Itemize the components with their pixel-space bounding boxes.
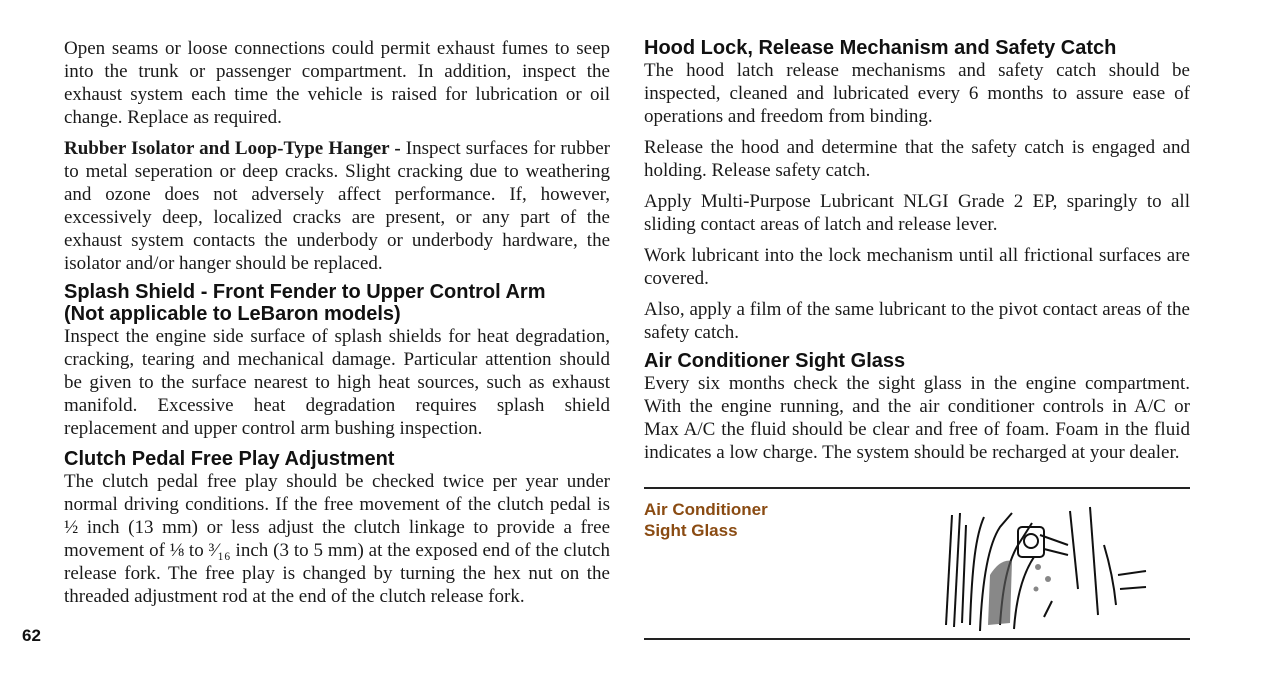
figure-caption	[644, 499, 844, 541]
splash-shield-heading	[64, 281, 610, 325]
page-number: 62	[22, 626, 41, 645]
hood-paragraph-2: Release the hood and determine that the safety catch is engaged and holding. Release safety catch.	[644, 137, 1190, 181]
rubber-isolator-lead: Rubber Isolator and Loop-Type Hanger -	[64, 138, 401, 159]
hood-paragraph-4: Work lubricant into the lock mechanism until all frictional surfaces are covered.	[644, 245, 1190, 289]
rubber-isolator-text: Inspect surfaces for rubber to metal seperation or deep cracks. Slight cracking due to weathering and ozone does not adversely affect performance. If, however, excessively deep, localized cracks are present, or any part of the exhaust system contacts the underbody or underbody hardware, the isolator and/or hanger should be replaced.	[64, 138, 610, 274]
splash-shield-heading-line1: Splash Shield - Front Fender to Upper Control Arm	[64, 281, 546, 303]
ac-sight-glass-paragraph: Every six months check the sight glass in the engine compartment. With the engine running, and the air conditioner controls in A/C or Max A/C the fluid should be clear and free of foam. Foam in the fluid indicates a low charge. The system should be recharged at your dealer.	[644, 373, 1190, 463]
figure-top-rule	[644, 487, 1190, 489]
splash-shield-heading-line2: (Not applicable to LeBaron models)	[64, 303, 401, 325]
ac-sight-glass-heading: Air Conditioner Sight Glass	[644, 350, 906, 372]
right-column	[644, 37, 1190, 464]
hood-paragraph-1: The hood latch release mechanisms and safety catch should be inspected, cleaned and lubricated every 6 months to assure ease of operations and freedom from binding.	[644, 60, 1190, 127]
splash-shield-paragraph: Inspect the engine side surface of splash shields for heat degradation, cracking, tearing and mechanical damage. Particular attention should be given to the surface nearest to high heat sources, such as exhaust manifold. Excessive heat degradation requires splash shield replacement and upper control arm bushing inspection.	[64, 326, 610, 439]
figure-bottom-rule	[644, 638, 1190, 640]
left-column	[64, 37, 610, 608]
figure-caption-line1: Air Conditioner	[644, 500, 768, 519]
hood-paragraph-5: Also, apply a film of the same lubricant to the pivot contact areas of the safety catch.	[644, 299, 1190, 343]
rubber-isolator-paragraph	[64, 137, 610, 275]
figure-caption-line2: Sight Glass	[644, 521, 738, 540]
clutch-paragraph: The clutch pedal free play should be checked twice per year under normal driving conditions. If the free movement of the clutch pedal is ½ inch (13 mm) or less adjust the clutch linkage to provide a free movement of ⅛ to ³⁄₁₆ inch (3 to 5 mm) at the exposed end of the clutch release fork. The free play is changed by turning the hex nut on the threaded adjustment rod at the end of the clutch release fork.	[64, 471, 610, 607]
exhaust-seams-paragraph: Open seams or loose connections could permit exhaust fumes to seep into the trunk or passenger compartment. In addition, inspect the exhaust system each time the vehicle is raised for lubrication or oil change. Replace as required.	[64, 38, 610, 128]
ac-sight-glass-figure	[644, 487, 1190, 641]
clutch-heading: Clutch Pedal Free Play Adjustment	[64, 448, 395, 470]
hood-paragraph-3: Apply Multi-Purpose Lubricant NLGI Grade 2 EP, sparingly to all sliding contact areas of latch and release lever.	[644, 191, 1190, 235]
sight-glass-illustration	[940, 505, 1150, 633]
hood-lock-heading: Hood Lock, Release Mechanism and Safety Catch	[644, 37, 1117, 59]
